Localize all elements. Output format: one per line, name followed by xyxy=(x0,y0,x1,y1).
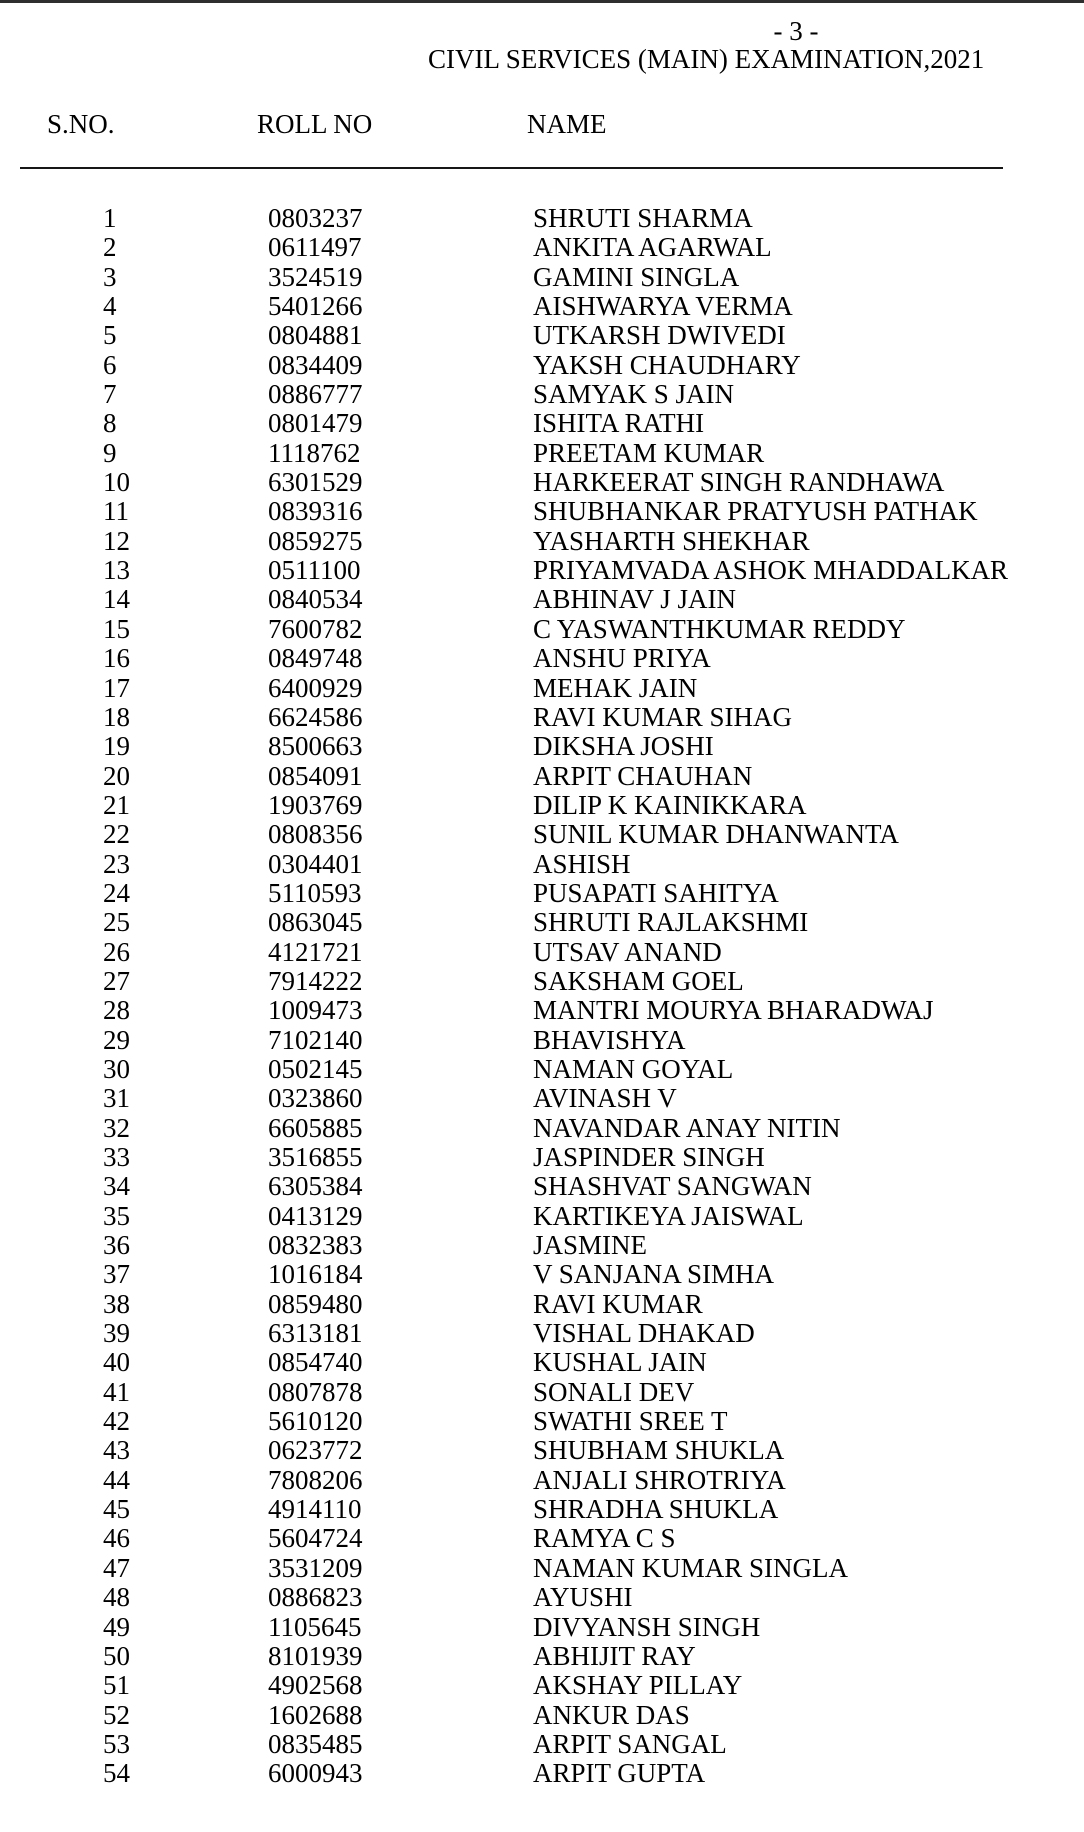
table-row xyxy=(0,1613,1084,1642)
serial-number-cell: 15 xyxy=(103,613,130,644)
results-list xyxy=(0,204,1084,1789)
candidate-name-cell: MANTRI MOURYA BHARADWAJ xyxy=(533,995,934,1026)
candidate-name-cell: SAMYAK S JAIN xyxy=(533,379,735,410)
table-row xyxy=(0,1642,1084,1671)
serial-number-cell: 28 xyxy=(103,995,130,1026)
roll-number-cell: 0807878 xyxy=(268,1376,363,1407)
candidate-name-cell: ANJALI SHROTRIYA xyxy=(533,1464,786,1495)
roll-number-cell: 5604724 xyxy=(268,1523,363,1554)
candidate-name-cell: ARPIT CHAUHAN xyxy=(533,760,753,791)
candidate-name-cell: SONALI DEV xyxy=(533,1376,695,1407)
candidate-name-cell: ARPIT SANGAL xyxy=(533,1728,727,1759)
table-row xyxy=(0,1026,1084,1055)
serial-number-cell: 2 xyxy=(103,232,117,263)
candidate-name-cell: NAMAN GOYAL xyxy=(533,1053,734,1084)
serial-number-cell: 32 xyxy=(103,1112,130,1143)
table-row xyxy=(0,732,1084,761)
serial-number-cell: 48 xyxy=(103,1582,130,1613)
roll-number-cell: 0840534 xyxy=(268,584,363,615)
serial-number-cell: 20 xyxy=(103,760,130,791)
serial-number-cell: 12 xyxy=(103,525,130,556)
table-row xyxy=(0,938,1084,967)
roll-number-cell: 0413129 xyxy=(268,1200,363,1231)
roll-number-cell: 0835485 xyxy=(268,1728,363,1759)
table-row xyxy=(0,321,1084,350)
candidate-name-cell: ISHITA RATHI xyxy=(533,408,705,439)
serial-number-cell: 22 xyxy=(103,819,130,850)
candidate-name-cell: SHUBHANKAR PRATYUSH PATHAK xyxy=(533,496,978,527)
serial-number-cell: 29 xyxy=(103,1024,130,1055)
table-row xyxy=(0,497,1084,526)
candidate-name-cell: NAVANDAR ANAY NITIN xyxy=(533,1112,841,1143)
table-row xyxy=(0,556,1084,585)
roll-number-cell: 0854740 xyxy=(268,1347,363,1378)
serial-number-cell: 39 xyxy=(103,1318,130,1349)
table-row xyxy=(0,1436,1084,1465)
serial-number-cell: 23 xyxy=(103,848,130,879)
table-row xyxy=(0,263,1084,292)
table-row xyxy=(0,1554,1084,1583)
roll-number-cell: 0304401 xyxy=(268,848,363,879)
candidate-name-cell: RAMYA C S xyxy=(533,1523,676,1554)
serial-number-cell: 26 xyxy=(103,936,130,967)
header-serial-number: S.NO. xyxy=(47,109,115,139)
serial-number-cell: 45 xyxy=(103,1494,130,1525)
table-row xyxy=(0,879,1084,908)
candidate-name-cell: SUNIL KUMAR DHANWANTA xyxy=(533,819,899,850)
table-row xyxy=(0,1055,1084,1084)
serial-number-cell: 13 xyxy=(103,555,130,586)
table-row xyxy=(0,380,1084,409)
candidate-name-cell: SHRUTI SHARMA xyxy=(533,203,753,233)
roll-number-cell: 5610120 xyxy=(268,1406,363,1437)
table-row xyxy=(0,996,1084,1025)
table-row xyxy=(0,1671,1084,1700)
roll-number-cell: 0611497 xyxy=(268,232,362,263)
serial-number-cell: 47 xyxy=(103,1552,130,1583)
candidate-name-cell: ARPIT GUPTA xyxy=(533,1758,706,1789)
candidate-name-cell: ASHISH xyxy=(533,848,631,879)
roll-number-cell: 7808206 xyxy=(268,1464,363,1495)
table-row xyxy=(0,1701,1084,1730)
table-row xyxy=(0,850,1084,879)
serial-number-cell: 5 xyxy=(103,320,117,351)
candidate-name-cell: DIVYANSH SINGH xyxy=(533,1611,761,1642)
roll-number-cell: 0859275 xyxy=(268,525,363,556)
header-name: NAME xyxy=(527,109,607,139)
serial-number-cell: 19 xyxy=(103,731,130,762)
serial-number-cell: 21 xyxy=(103,789,130,820)
header-roll-number: ROLL NO xyxy=(257,109,373,139)
roll-number-cell: 6605885 xyxy=(268,1112,363,1143)
table-row xyxy=(0,820,1084,849)
table-row xyxy=(0,674,1084,703)
table-row xyxy=(0,439,1084,468)
table-row xyxy=(0,292,1084,321)
roll-number-cell: 0886823 xyxy=(268,1582,363,1613)
candidate-name-cell: ABHIJIT RAY xyxy=(533,1640,696,1671)
table-row xyxy=(0,1260,1084,1289)
roll-number-cell: 0804881 xyxy=(268,320,363,351)
table-header-row xyxy=(0,110,1084,139)
table-row xyxy=(0,1172,1084,1201)
serial-number-cell: 33 xyxy=(103,1142,130,1172)
table-row xyxy=(0,615,1084,644)
serial-number-cell: 38 xyxy=(103,1288,130,1319)
serial-number-cell: 8 xyxy=(103,408,117,439)
roll-number-cell: 0886777 xyxy=(268,379,363,410)
candidate-name-cell: KUSHAL JAIN xyxy=(533,1347,707,1378)
candidate-name-cell: SHRUTI RAJLAKSHMI xyxy=(533,907,809,938)
serial-number-cell: 14 xyxy=(103,584,130,615)
table-row xyxy=(0,585,1084,614)
roll-number-cell: 6313181 xyxy=(268,1318,363,1349)
roll-number-cell: 7914222 xyxy=(268,965,363,996)
serial-number-cell: 9 xyxy=(103,437,117,468)
roll-number-cell: 7600782 xyxy=(268,613,363,644)
roll-number-cell: 0863045 xyxy=(268,907,363,938)
candidate-name-cell: VISHAL DHAKAD xyxy=(533,1318,755,1349)
roll-number-cell: 4914110 xyxy=(268,1494,362,1525)
serial-number-cell: 7 xyxy=(103,379,117,410)
serial-number-cell: 35 xyxy=(103,1200,130,1231)
serial-number-cell: 31 xyxy=(103,1083,130,1114)
table-row xyxy=(0,1730,1084,1759)
roll-number-cell: 0511100 xyxy=(268,555,361,586)
serial-number-cell: 18 xyxy=(103,701,130,732)
roll-number-cell: 3531209 xyxy=(268,1552,363,1583)
candidate-name-cell: AKSHAY PILLAY xyxy=(533,1670,743,1701)
page-number: - 3 - xyxy=(773,16,819,46)
table-row xyxy=(0,1583,1084,1612)
serial-number-cell: 4 xyxy=(103,291,117,322)
roll-number-cell: 1903769 xyxy=(268,789,363,820)
table-row xyxy=(0,1231,1084,1260)
candidate-name-cell: DIKSHA JOSHI xyxy=(533,731,714,762)
serial-number-cell: 27 xyxy=(103,965,130,996)
serial-number-cell: 41 xyxy=(103,1376,130,1407)
serial-number-cell: 43 xyxy=(103,1435,130,1466)
roll-number-cell: 1602688 xyxy=(268,1699,363,1730)
roll-number-cell: 0803237 xyxy=(268,203,363,233)
table-row xyxy=(0,527,1084,556)
roll-number-cell: 0832383 xyxy=(268,1230,363,1261)
serial-number-cell: 25 xyxy=(103,907,130,938)
roll-number-cell: 6624586 xyxy=(268,701,363,732)
serial-number-cell: 44 xyxy=(103,1464,130,1495)
table-row xyxy=(0,1348,1084,1377)
table-row xyxy=(0,791,1084,820)
candidate-name-cell: AVINASH V xyxy=(533,1083,677,1114)
serial-number-cell: 10 xyxy=(103,467,130,498)
table-row xyxy=(0,1319,1084,1348)
candidate-name-cell: C YASWANTHKUMAR REDDY xyxy=(533,613,906,644)
candidate-name-cell: AYUSHI xyxy=(533,1582,633,1613)
serial-number-cell: 37 xyxy=(103,1259,130,1290)
serial-number-cell: 30 xyxy=(103,1053,130,1084)
candidate-name-cell: BHAVISHYA xyxy=(533,1024,686,1055)
serial-number-cell: 1 xyxy=(103,203,117,233)
serial-number-cell: 46 xyxy=(103,1523,130,1554)
roll-number-cell: 7102140 xyxy=(268,1024,363,1055)
candidate-name-cell: V SANJANA SIMHA xyxy=(533,1259,775,1290)
table-row xyxy=(0,762,1084,791)
roll-number-cell: 5110593 xyxy=(268,877,362,908)
table-row xyxy=(0,1114,1084,1143)
table-row xyxy=(0,908,1084,937)
roll-number-cell: 3524519 xyxy=(268,261,363,292)
table-row xyxy=(0,1407,1084,1436)
roll-number-cell: 1118762 xyxy=(268,437,361,468)
candidate-name-cell: AISHWARYA VERMA xyxy=(533,291,793,322)
candidate-name-cell: YASHARTH SHEKHAR xyxy=(533,525,810,556)
serial-number-cell: 6 xyxy=(103,349,117,380)
roll-number-cell: 5401266 xyxy=(268,291,363,322)
table-row xyxy=(0,468,1084,497)
candidate-name-cell: JASMINE xyxy=(533,1230,648,1261)
candidate-name-cell: YAKSH CHAUDHARY xyxy=(533,349,801,380)
table-row xyxy=(0,204,1084,233)
roll-number-cell: 0834409 xyxy=(268,349,363,380)
roll-number-cell: 1016184 xyxy=(268,1259,363,1290)
serial-number-cell: 52 xyxy=(103,1699,130,1730)
roll-number-cell: 1009473 xyxy=(268,995,363,1026)
roll-number-cell: 6305384 xyxy=(268,1171,363,1202)
roll-number-cell: 1105645 xyxy=(268,1611,362,1642)
roll-number-cell: 0801479 xyxy=(268,408,363,439)
candidate-name-cell: UTSAV ANAND xyxy=(533,936,722,967)
candidate-name-cell: GAMINI SINGLA xyxy=(533,261,740,292)
table-row xyxy=(0,1495,1084,1524)
table-row xyxy=(0,1466,1084,1495)
roll-number-cell: 4902568 xyxy=(268,1670,363,1701)
candidate-name-cell: MEHAK JAIN xyxy=(533,672,698,703)
serial-number-cell: 36 xyxy=(103,1230,130,1261)
candidate-name-cell: SWATHI SREE T xyxy=(533,1406,728,1437)
serial-number-cell: 53 xyxy=(103,1728,130,1759)
candidate-name-cell: DILIP K KAINIKKARA xyxy=(533,789,807,820)
roll-number-cell: 6301529 xyxy=(268,467,363,498)
candidate-name-cell: SHUBHAM SHUKLA xyxy=(533,1435,785,1466)
table-row xyxy=(0,1759,1084,1788)
serial-number-cell: 51 xyxy=(103,1670,130,1701)
candidate-name-cell: NAMAN KUMAR SINGLA xyxy=(533,1552,849,1583)
serial-number-cell: 54 xyxy=(103,1758,130,1789)
table-row xyxy=(0,1143,1084,1172)
serial-number-cell: 11 xyxy=(103,496,129,527)
candidate-name-cell: RAVI KUMAR SIHAG xyxy=(533,701,793,732)
table-row xyxy=(0,409,1084,438)
roll-number-cell: 0854091 xyxy=(268,760,363,791)
serial-number-cell: 40 xyxy=(103,1347,130,1378)
roll-number-cell: 0859480 xyxy=(268,1288,363,1319)
candidate-name-cell: KARTIKEYA JAISWAL xyxy=(533,1200,804,1231)
table-row xyxy=(0,703,1084,732)
scan-edge-artifact xyxy=(0,0,1084,3)
header-divider-line xyxy=(20,167,1003,169)
serial-number-cell: 34 xyxy=(103,1171,130,1202)
table-row xyxy=(0,1290,1084,1319)
candidate-name-cell: PREETAM KUMAR xyxy=(533,437,765,468)
roll-number-cell: 0623772 xyxy=(268,1435,363,1466)
roll-number-cell: 4121721 xyxy=(268,936,363,967)
roll-number-cell: 0323860 xyxy=(268,1083,363,1114)
candidate-name-cell: PRIYAMVADA ASHOK MHADDALKAR xyxy=(533,555,1009,586)
roll-number-cell: 8101939 xyxy=(268,1640,363,1671)
serial-number-cell: 50 xyxy=(103,1640,130,1671)
serial-number-cell: 42 xyxy=(103,1406,130,1437)
candidate-name-cell: ANKITA AGARWAL xyxy=(533,232,772,263)
roll-number-cell: 0502145 xyxy=(268,1053,363,1084)
roll-number-cell: 0849748 xyxy=(268,643,363,674)
table-row xyxy=(0,1202,1084,1231)
roll-number-cell: 3516855 xyxy=(268,1142,363,1172)
roll-number-cell: 6000943 xyxy=(268,1758,363,1789)
candidate-name-cell: ABHINAV J JAIN xyxy=(533,584,737,615)
roll-number-cell: 0808356 xyxy=(268,819,363,850)
candidate-name-cell: SHRADHA SHUKLA xyxy=(533,1494,779,1525)
table-row xyxy=(0,1524,1084,1553)
candidate-name-cell: SHASHVAT SANGWAN xyxy=(533,1171,812,1202)
table-row xyxy=(0,1378,1084,1407)
table-row xyxy=(0,1084,1084,1113)
serial-number-cell: 49 xyxy=(103,1611,130,1642)
serial-number-cell: 3 xyxy=(103,261,117,292)
roll-number-cell: 0839316 xyxy=(268,496,363,527)
table-row xyxy=(0,351,1084,380)
serial-number-cell: 24 xyxy=(103,877,130,908)
table-row xyxy=(0,233,1084,262)
candidate-name-cell: HARKEERAT SINGH RANDHAWA xyxy=(533,467,945,498)
candidate-name-cell: SAKSHAM GOEL xyxy=(533,965,744,996)
table-row xyxy=(0,967,1084,996)
document-title: CIVIL SERVICES (MAIN) EXAMINATION,2021 xyxy=(428,44,985,74)
candidate-name-cell: PUSAPATI SAHITYA xyxy=(533,877,779,908)
table-row xyxy=(0,644,1084,673)
serial-number-cell: 17 xyxy=(103,672,130,703)
candidate-name-cell: UTKARSH DWIVEDI xyxy=(533,320,786,351)
serial-number-cell: 16 xyxy=(103,643,130,674)
candidate-name-cell: ANSHU PRIYA xyxy=(533,643,711,674)
roll-number-cell: 6400929 xyxy=(268,672,363,703)
candidate-name-cell: RAVI KUMAR xyxy=(533,1288,703,1319)
candidate-name-cell: JASPINDER SINGH xyxy=(533,1142,765,1172)
candidate-name-cell: ANKUR DAS xyxy=(533,1699,690,1730)
roll-number-cell: 8500663 xyxy=(268,731,363,762)
